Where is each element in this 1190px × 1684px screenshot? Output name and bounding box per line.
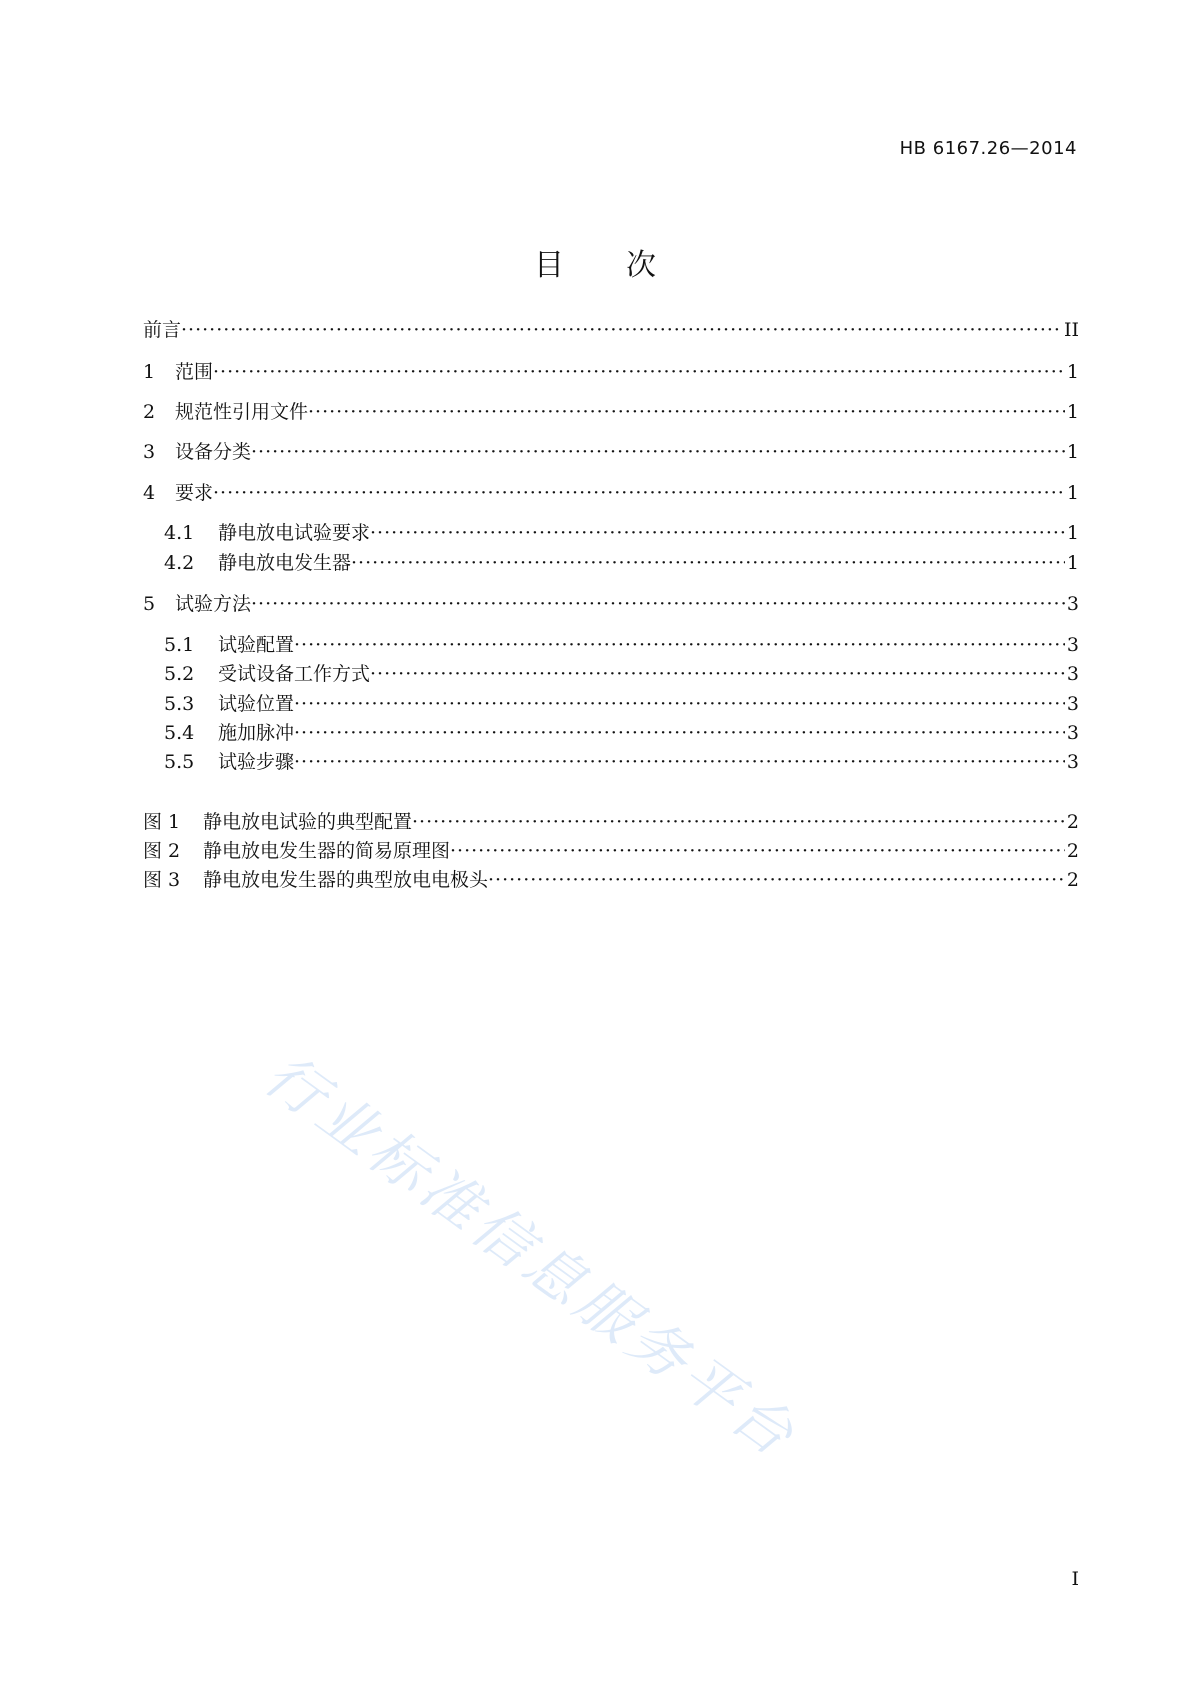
- toc-entry-title: 受试设备工作方式: [218, 663, 371, 685]
- toc-entry-foreword[interactable]: [143, 318, 1079, 342]
- toc-entry-page: 3: [1066, 663, 1079, 685]
- toc-leader: [251, 592, 1065, 616]
- toc-entry-title: 要求: [175, 482, 214, 504]
- toc-entry-page: 3: [1066, 634, 1079, 656]
- title-char-1: 目: [534, 248, 564, 283]
- toc-entry-page: 1: [1066, 522, 1079, 544]
- toc-entry-number: 5.5: [164, 751, 195, 773]
- toc-entry-number: 4.1: [164, 522, 195, 544]
- toc-leader: [308, 400, 1065, 424]
- toc-entry-title: 试验方法: [175, 593, 252, 615]
- toc-entry-number: 1: [143, 361, 156, 383]
- figure-entry-number: 图 2: [143, 840, 181, 862]
- toc-leader: [488, 868, 1065, 892]
- toc-entry-5-3[interactable]: [164, 692, 1079, 716]
- toc-leader: [213, 360, 1065, 384]
- toc-entry-page: 3: [1066, 693, 1079, 715]
- toc-entry-title: 静电放电试验要求: [218, 522, 371, 544]
- toc-entry-title: 前言: [143, 319, 182, 341]
- toc-entry-title: 范围: [175, 361, 214, 383]
- toc-entry-page: 3: [1066, 722, 1079, 744]
- toc-leader: [370, 662, 1065, 686]
- toc-entry-1[interactable]: [143, 360, 1079, 384]
- toc-entry-2[interactable]: [143, 400, 1079, 424]
- toc-entry-5[interactable]: [143, 592, 1079, 616]
- toc-leader: [251, 440, 1065, 464]
- toc-entry-title: 设备分类: [175, 441, 252, 463]
- figure-entry-number: 图 3: [143, 869, 181, 891]
- toc-entry-3[interactable]: [143, 440, 1079, 464]
- toc-entry-page: 3: [1066, 751, 1079, 773]
- title-char-2: 次: [626, 248, 656, 283]
- toc-entry-page: 1: [1066, 482, 1079, 504]
- toc-leader: [294, 721, 1065, 745]
- figure-entry-3[interactable]: [143, 868, 1079, 892]
- toc-entry-5-4[interactable]: [164, 721, 1079, 745]
- figure-entry-page: 2: [1066, 811, 1079, 833]
- toc-entry-title: 施加脉冲: [218, 722, 295, 744]
- toc-entry-title: 试验位置: [218, 693, 295, 715]
- figure-entry-page: 2: [1066, 869, 1079, 891]
- toc-entry-number: 5: [143, 593, 156, 615]
- toc-entry-title: 试验步骤: [218, 751, 295, 773]
- toc-entry-number: 5.1: [164, 634, 195, 656]
- toc-entry-4[interactable]: [143, 481, 1079, 505]
- toc-leader: [450, 839, 1065, 863]
- toc-entry-page: 3: [1066, 593, 1079, 615]
- figure-entry-title: 静电放电发生器的典型放电电极头: [203, 869, 489, 891]
- toc-leader: [294, 633, 1065, 657]
- page-number: I: [1071, 1568, 1079, 1590]
- toc-leader: [213, 481, 1065, 505]
- toc-leader: [370, 521, 1065, 545]
- toc-entry-number: 2: [143, 401, 156, 423]
- figure-entry-title: 静电放电试验的典型配置: [203, 811, 413, 833]
- toc-leader: [412, 810, 1065, 834]
- figure-entry-page: 2: [1066, 840, 1079, 862]
- toc-entry-4-2[interactable]: [164, 551, 1079, 575]
- toc-leader: [294, 692, 1065, 716]
- toc-leader: [181, 318, 1062, 342]
- toc-entry-page: 1: [1066, 361, 1079, 383]
- toc-entry-5-5[interactable]: [164, 750, 1079, 774]
- toc-entry-page: 1: [1066, 441, 1079, 463]
- figure-entry-2[interactable]: [143, 839, 1079, 863]
- toc-entry-number: 4.2: [164, 552, 195, 574]
- toc-leader: [351, 551, 1065, 575]
- toc-entry-number: 5.3: [164, 693, 195, 715]
- toc-entry-number: 3: [143, 441, 156, 463]
- toc-entry-5-2[interactable]: [164, 662, 1079, 686]
- toc-entry-number: 5.4: [164, 722, 195, 744]
- page-title: [0, 240, 1190, 284]
- toc-entry-title: 静电放电发生器: [218, 552, 352, 574]
- watermark: 行业标准信息服务平台: [252, 1040, 811, 1472]
- toc-entry-page: 1: [1066, 401, 1079, 423]
- toc-entry-number: 5.2: [164, 663, 195, 685]
- standard-code: HB 6167.26—2014: [899, 138, 1077, 159]
- toc-entry-title: 试验配置: [218, 634, 295, 656]
- toc-entry-4-1[interactable]: [164, 521, 1079, 545]
- figure-entry-1[interactable]: [143, 810, 1079, 834]
- toc-entry-page: II: [1063, 319, 1079, 341]
- toc-entry-title: 规范性引用文件: [175, 401, 309, 423]
- toc-entry-5-1[interactable]: [164, 633, 1079, 657]
- figure-entry-number: 图 1: [143, 811, 181, 833]
- toc-leader: [294, 750, 1065, 774]
- toc-entry-page: 1: [1066, 552, 1079, 574]
- toc-entry-number: 4: [143, 482, 156, 504]
- figure-entry-title: 静电放电发生器的简易原理图: [203, 840, 451, 862]
